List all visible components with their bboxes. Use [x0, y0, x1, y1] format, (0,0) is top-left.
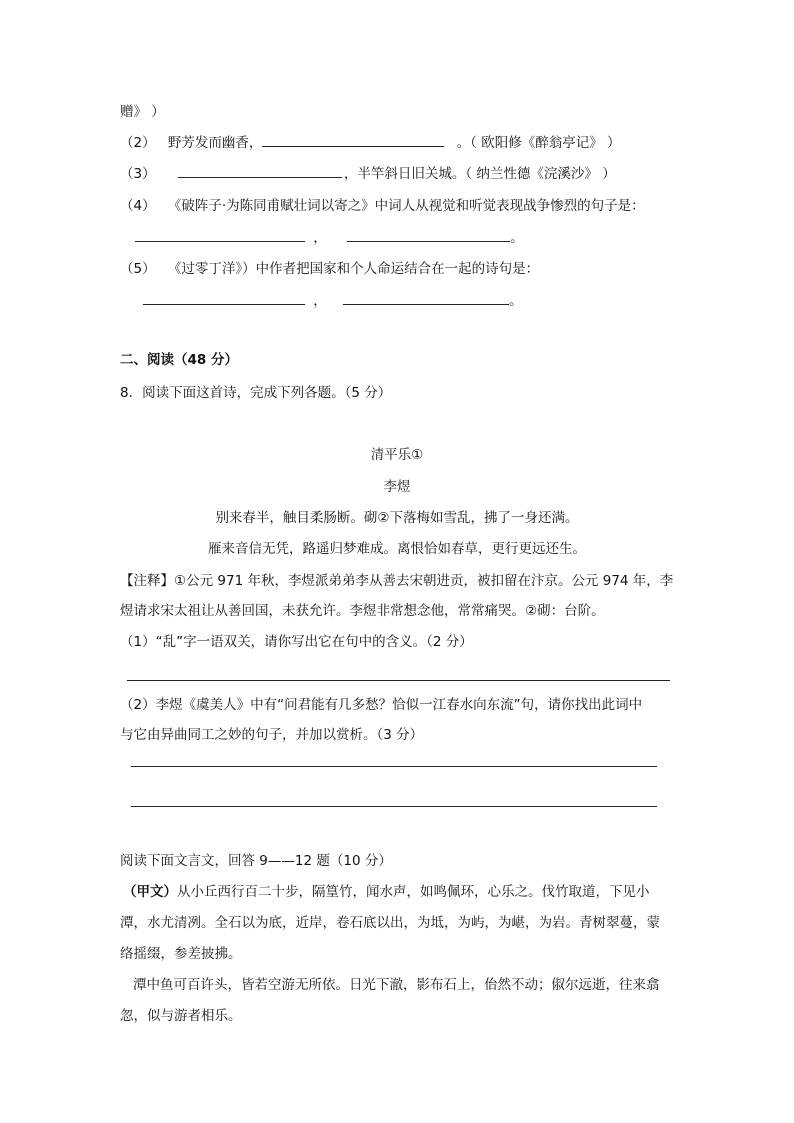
- poem-line: 别来春半，触目柔肠断。砌②下落梅如雪乱，拂了一身还满。: [215, 510, 579, 526]
- item-number: （2）: [120, 135, 156, 151]
- item-text: ，半竿斜日旧关城。（ 纳兰性德《浣溪沙》 ）: [343, 166, 616, 182]
- fill-in-item-5-answers: [143, 291, 523, 311]
- poem-line: 雁来音信无凭，路遥归梦难成。离恨恰如春草，更行更远还生。: [208, 541, 586, 557]
- answer-blank[interactable]: [347, 229, 510, 242]
- fill-in-item-4-answers: [135, 228, 524, 248]
- passage-line: 忽，似与游者相乐。: [120, 1008, 242, 1024]
- sub-question-2-cont: 与它由异曲同工之妙的句子，并加以赏析。（3 分）: [120, 727, 424, 743]
- passage-line: 潭，水尤清冽。全石以为底，近岸，卷石底以出，为坻，为屿，为嵁，为岩。青树翠蔓，蒙: [120, 915, 660, 931]
- item-text: 野芳发而幽香，: [167, 135, 263, 151]
- fill-in-item-3: [120, 164, 616, 184]
- sub-question-2: （2）李煜《虞美人》中有“问君能有几多愁？恰似一江春水向东流”句，请你找出此词中: [120, 697, 643, 713]
- separator: ，: [313, 230, 327, 246]
- fill-in-item-4: [120, 196, 645, 216]
- answer-blank[interactable]: [135, 229, 305, 242]
- end-mark: 。: [509, 293, 523, 309]
- item-number: （4）: [120, 198, 156, 214]
- answer-line[interactable]: [131, 766, 657, 767]
- answer-line[interactable]: [127, 680, 670, 681]
- sub-question-1: （1）“乱”字一语双关，请你写出它在句中的含义。（2 分）: [120, 634, 473, 650]
- answer-blank[interactable]: [262, 134, 444, 147]
- section-heading: 二、阅读（48 分）: [120, 352, 238, 368]
- annotation-line: 【注释】①公元 971 年秋，李煜派弟弟李从善去宋朝进贡，被扣留在汴京。公元 974 年，李: [120, 573, 674, 589]
- passage-line: [120, 882, 650, 902]
- poem-author: 李煜: [383, 479, 411, 495]
- passage-text: 从小丘西行百二十步，隔篁竹，闻水声，如鸣佩环，心乐之。伐竹取道，下见小: [177, 884, 650, 900]
- annotation-line: 煜请求宋太祖让从善回国，未获允许。李煜非常想念他，常常痛哭。②砌：台阶。: [120, 603, 605, 619]
- answer-blank[interactable]: [343, 292, 509, 305]
- end-mark: 。: [510, 230, 524, 246]
- passage-label: （甲文）: [123, 884, 177, 900]
- item-text: 《过零丁洋》）中作者把国家和个人命运结合在一起的诗句是：: [167, 261, 540, 277]
- passage-line: 络摇缀，参差披拂。: [120, 946, 242, 962]
- poem-title: 清平乐①: [370, 447, 424, 463]
- separator: ，: [313, 293, 327, 309]
- item-text: 《破阵子·为陈同甫赋壮词以寄之》中词人从视觉和听觉表现战争惨烈的句子是：: [167, 198, 645, 214]
- item-number: （3）: [120, 166, 156, 182]
- answer-blank[interactable]: [143, 292, 305, 305]
- fill-in-item-5: [120, 259, 539, 279]
- answer-line[interactable]: [131, 806, 657, 807]
- fill-in-item-2: [120, 133, 621, 153]
- fill-in-line-0: 赠》 ）: [120, 104, 165, 120]
- item-number: （5）: [120, 261, 156, 277]
- classical-prompt: 阅读下面文言文，回答 9——12 题（10 分）: [120, 853, 392, 869]
- passage-line: 潭中鱼可百许头，皆若空游无所依。日光下澈，影布石上，佁然不动；俶尔远逝，往来翕: [133, 977, 660, 993]
- item-source: 。（ 欧阳修《醉翁亭记》 ）: [456, 135, 621, 151]
- answer-blank[interactable]: [178, 165, 342, 178]
- question-8-prompt: 8．阅读下面这首诗，完成下列各题。（5 分）: [120, 385, 392, 401]
